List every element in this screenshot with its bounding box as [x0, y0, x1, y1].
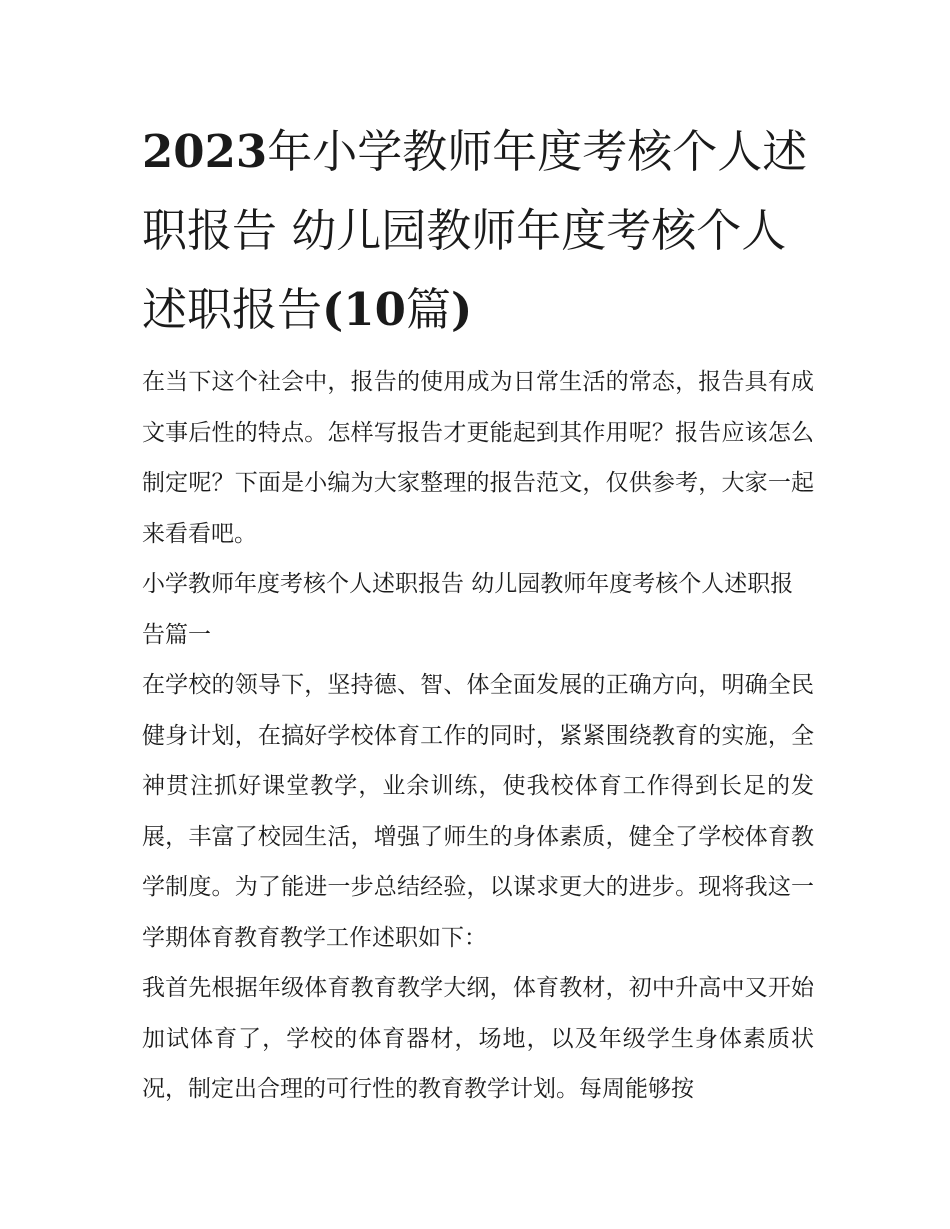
title-count-word: 篇	[405, 283, 451, 336]
document-page	[142, 112, 814, 1115]
title-count: (10	[322, 283, 406, 336]
intro-paragraph: 在当下这个社会中，报告的使用成为日常生活的常态，报告具有成文事后性的特点。怎样写报告才更能起到其作用呢？报告应该怎么制定呢？下面是小编为大家整理的报告范文，仅供参考，大家一起来看看吧。	[142, 369, 814, 547]
title-year: 2023	[142, 125, 268, 178]
title-close: )	[450, 283, 473, 336]
title-text: 年小学教师年度考核个人述职报告 幼儿园教师年度考核个人述职报告	[142, 125, 808, 336]
body-paragraph-2: 我首先根据年级体育教育教学大纲，体育教材，初中升高中又开始加试体育了，学校的体育器材，场地，以及年级学生身体素质状况，制定出合理的可行性的教育教学计划。每周能够按	[142, 975, 814, 1102]
document-title	[142, 112, 814, 349]
body-paragraph-1: 在学校的领导下，坚持德、智、体全面发展的正确方向，明确全民健身计划，在搞好学校体育工作的同时，紧紧围绕教育的实施，全神贯注抓好课堂教学，业余训练，使我校体育工作得到长足的发展，丰富了校园生活，增强了师生的身体素质，健全了学校体育教学制度。为了能进一步总结经验，以谋求更大的进步。现将我这一学期体育教育教学工作述职如下：	[142, 672, 814, 951]
section-heading: 小学教师年度考核个人述职报告 幼儿园教师年度考核个人述职报告篇一	[142, 571, 794, 648]
